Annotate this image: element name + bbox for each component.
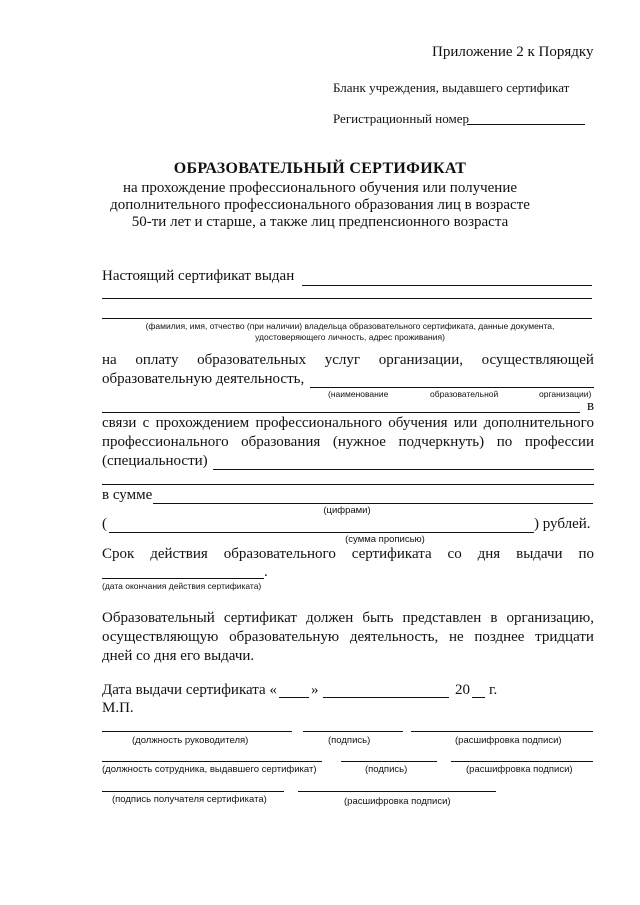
issued-to-label: Настоящий сертификат выдан — [102, 268, 295, 284]
sig-hint-head-position: (должность руководителя) — [132, 735, 249, 746]
word: Образовательный — [102, 610, 215, 626]
word: профессионального — [255, 415, 383, 431]
document-title: ОБРАЗОВАТЕЛЬНЫЙ СЕРТИФИКАТ — [173, 160, 467, 177]
word: Срок — [102, 546, 135, 562]
word: сертификат — [223, 610, 297, 626]
issued-to-line-2[interactable] — [102, 298, 592, 299]
form-issuer-label: Бланк учреждения, выдавшего сертификат — [333, 80, 570, 95]
word: подчеркнуть) — [398, 434, 485, 450]
issue-year-prefix: 20 — [455, 682, 470, 698]
sig-hint-employee-name: (расшифровка подписи) — [466, 764, 573, 775]
issue-month-line[interactable] — [323, 697, 449, 698]
word: представлен — [402, 610, 482, 626]
validity-end-hint: (дата окончания действия сертификата) — [102, 581, 262, 591]
notice-line-3: дней со дня его выдачи. — [102, 648, 255, 664]
specialty-line[interactable] — [213, 469, 594, 470]
sum-digits-line[interactable] — [153, 503, 593, 504]
word: образовательного — [223, 546, 336, 562]
appendix-note: Приложение 2 к Порядку — [432, 44, 594, 60]
word: образовательную — [229, 629, 340, 645]
employee-signature-line[interactable] — [341, 761, 437, 762]
word: на — [102, 352, 117, 368]
word: услуг — [324, 352, 361, 368]
word: связи — [102, 415, 137, 431]
sum-words-line[interactable] — [109, 532, 534, 533]
organization-name-line[interactable] — [310, 387, 594, 388]
sum-digits-hint: (цифрами) — [323, 505, 371, 516]
word: организацию, — [506, 610, 594, 626]
word: образования — [241, 434, 321, 450]
sum-words-hint: (сумма прописью) — [345, 534, 425, 545]
issue-year-line[interactable] — [472, 697, 485, 698]
word: сертификата — [351, 546, 432, 562]
issue-day-line[interactable] — [279, 697, 309, 698]
recipient-name-line[interactable] — [298, 791, 496, 792]
word: осуществляющую — [102, 629, 219, 645]
word: должен — [305, 610, 354, 626]
issued-to-hint-1: (фамилия, имя, отчество (при наличии) владельца образовательного сертификата, данные документа, — [145, 321, 555, 331]
validity-line — [102, 546, 594, 563]
word: не — [448, 629, 464, 645]
org-hint-1: (наименование — [328, 389, 389, 399]
sig-hint-employee-position: (должность сотрудника, выдавшего сертификат) — [102, 764, 317, 775]
sig-hint-employee-signature: (подпись) — [365, 764, 408, 775]
word: организации, — [378, 352, 463, 368]
employee-name-line[interactable] — [451, 761, 593, 762]
recipient-signature-line[interactable] — [102, 791, 284, 792]
word: по — [578, 546, 594, 562]
reason-line-2 — [102, 434, 594, 451]
validity-dot: . — [264, 564, 268, 580]
issued-to-hint-2: удостоверяющего личность, адрес проживания) — [255, 332, 445, 342]
reason-line-1 — [102, 415, 594, 432]
word: деятельность, — [349, 629, 439, 645]
subtitle-line-2: дополнительного профессионального образования лиц в возрасте — [110, 197, 530, 213]
payment-line-2: образовательную деятельность, — [102, 371, 305, 387]
sum-open-paren: ( — [102, 516, 107, 532]
sum-label: в сумме — [102, 487, 153, 503]
word: действия — [150, 546, 208, 562]
word: образовательных — [197, 352, 307, 368]
issued-to-line-3[interactable] — [102, 318, 592, 319]
organization-name-line-2[interactable] — [102, 412, 580, 413]
issue-date-label: Дата выдачи сертификата « — [102, 682, 277, 698]
issue-year-suffix: г. — [489, 682, 498, 698]
word: в — [490, 610, 498, 626]
word: по — [496, 434, 513, 450]
employee-position-line[interactable] — [102, 761, 322, 762]
head-name-line[interactable] — [411, 731, 593, 732]
word: профессионального — [102, 434, 229, 450]
payment-v: в — [587, 398, 595, 414]
head-signature-line[interactable] — [303, 731, 403, 732]
subtitle-line-3: 50-ти лет и старше, а также лиц предпенсионного возраста — [131, 214, 509, 230]
subtitle-line-1: на прохождение профессионального обучения или получение — [122, 180, 518, 196]
word: тридцати — [535, 629, 594, 645]
stamp-label: М.П. — [102, 700, 134, 716]
sig-hint-recipient-signature: (подпись получателя сертификата) — [112, 794, 267, 805]
word: обучения — [388, 415, 448, 431]
issue-date-close-quote: » — [311, 682, 319, 698]
notice-line-1 — [102, 610, 594, 627]
rubles-label: ) рублей. — [534, 516, 591, 532]
word: дополнительного — [483, 415, 594, 431]
reg-number-label: Регистрационный номер — [333, 111, 469, 126]
sig-hint-head-name: (расшифровка подписи) — [455, 735, 562, 746]
word: позднее — [474, 629, 525, 645]
word: с — [142, 415, 150, 431]
sig-hint-recipient-name: (расшифровка подписи) — [344, 796, 451, 807]
word: или — [453, 415, 478, 431]
issued-to-line-1[interactable] — [302, 285, 592, 286]
word: со — [447, 546, 462, 562]
word: профессии — [524, 434, 594, 450]
notice-line-2 — [102, 629, 594, 646]
sig-hint-head-signature: (подпись) — [328, 735, 371, 746]
word: оплату — [135, 352, 179, 368]
word: осуществляющей — [481, 352, 594, 368]
word: дня — [477, 546, 501, 562]
payment-line-1 — [102, 352, 594, 369]
org-hint-2: образовательной — [430, 389, 499, 399]
reg-number-line[interactable] — [467, 124, 585, 125]
word: (нужное — [332, 434, 386, 450]
specialty-label: (специальности) — [102, 453, 208, 469]
word: прохождением — [155, 415, 250, 431]
validity-end-date-line[interactable] — [102, 578, 264, 579]
head-position-line[interactable] — [102, 731, 292, 732]
specialty-line-2[interactable] — [102, 484, 594, 485]
word: быть — [362, 610, 394, 626]
org-hint-3: организации) — [539, 389, 592, 399]
word: выдачи — [516, 546, 563, 562]
